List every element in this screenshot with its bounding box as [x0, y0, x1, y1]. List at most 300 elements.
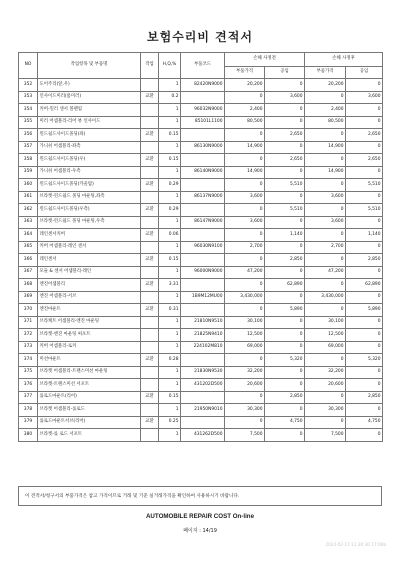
cell-no: 369	[19, 291, 38, 304]
cell-work: 교환	[141, 391, 159, 404]
cell-before-part-price: 30,100	[225, 316, 265, 329]
cell-hq: 0.15	[159, 129, 181, 142]
cell-before-part-price: 0	[225, 154, 265, 167]
footer-title: AUTOMOBILE REPAIR COST On-line	[145, 513, 255, 520]
cell-before-labor: 0	[265, 216, 305, 229]
cell-item: 모듈 & 센서 어셈블리-레인	[38, 266, 141, 279]
table-row	[19, 341, 383, 354]
cell-after-part-price: 0	[305, 354, 346, 367]
cell-before-labor: 5,510	[265, 204, 305, 217]
cell-hq: 0.25	[159, 416, 181, 429]
cell-hq: 0.15	[159, 391, 181, 404]
header-item: 작업항목 및 부품명	[38, 53, 141, 79]
cell-no: 358	[19, 154, 38, 167]
cell-after-labor: 0	[346, 216, 383, 229]
cell-code	[181, 304, 225, 317]
cell-before-part-price: 3,600	[225, 216, 265, 229]
cell-work	[141, 141, 159, 154]
cell-after-part-price: 2,400	[305, 104, 346, 117]
cell-before-labor: 5,320	[265, 354, 305, 367]
cell-item: 브라켓 어셈블리-롤로드	[38, 404, 141, 417]
price-notice: 이 견적서/청구서의 부품가격은 참고 가격이므로 거래 및 기준 실거래가격을 확인하여 사용하시기 바랍니다.	[18, 486, 382, 506]
cell-after-labor: 62,890	[346, 279, 383, 292]
cell-before-part-price: 0	[225, 91, 265, 104]
table-row	[19, 429, 383, 442]
cell-item: 브라켓-롤 로드 서포트	[38, 429, 141, 442]
header-after-group: 손해 사정후	[305, 53, 383, 67]
cell-hq: 1	[159, 166, 181, 179]
cell-item: 커버-밀러 센서 볼펜립	[38, 104, 141, 117]
cell-after-labor: 0	[346, 266, 383, 279]
cell-after-labor: 5,890	[346, 304, 383, 317]
cell-after-part-price: 0	[305, 229, 346, 242]
cell-after-part-price: 3,600	[305, 216, 346, 229]
cell-after-labor: 0	[346, 104, 383, 117]
cell-work	[141, 291, 159, 304]
cell-before-labor: 2,650	[265, 154, 305, 167]
cell-code: 96000N9000	[181, 266, 225, 279]
cell-after-labor: 0	[346, 329, 383, 342]
cell-hq: 1	[159, 79, 181, 92]
cell-hq: 1	[159, 266, 181, 279]
cell-before-labor: 0	[265, 141, 305, 154]
cell-hq: 1	[159, 329, 181, 342]
cell-before-labor: 0	[265, 166, 305, 179]
cell-item: 가니쉬 어셈블리-좌측	[38, 141, 141, 154]
cell-work	[141, 216, 159, 229]
cell-before-labor: 0	[265, 241, 305, 254]
cell-item: 브라켓-트랜스미션 서포트	[38, 379, 141, 392]
table-row	[19, 204, 383, 217]
header-code: 부품코드	[181, 53, 225, 79]
cell-item: 인사이드미러(룸미러)	[38, 91, 141, 104]
table-row	[19, 154, 383, 167]
cell-after-labor: 0	[346, 166, 383, 179]
cell-work: 교환	[141, 354, 159, 367]
cell-before-labor: 0	[265, 329, 305, 342]
header-after-part-price: 부품가격	[305, 67, 346, 79]
cell-item: 레인센서커버	[38, 229, 141, 242]
cell-code: 86130N9000	[181, 141, 225, 154]
header-no: NO	[19, 53, 38, 79]
cell-before-labor: 0	[265, 379, 305, 392]
cell-before-part-price: 0	[225, 179, 265, 192]
cell-hq: 0.06	[159, 229, 181, 242]
cell-before-part-price: 0	[225, 129, 265, 142]
cell-item: 윈드쉴드사이드몰딩(우)	[38, 154, 141, 167]
cell-item: 엔진마운트	[38, 304, 141, 317]
cell-before-part-price: 0	[225, 416, 265, 429]
cell-no: 352	[19, 79, 38, 92]
cell-after-labor: 2,650	[346, 129, 383, 142]
cell-after-part-price: 0	[305, 154, 346, 167]
cell-no: 359	[19, 166, 38, 179]
cell-before-part-price: 69,000	[225, 341, 265, 354]
cell-code: 21825N9410	[181, 329, 225, 342]
print-timestamp-watermark: 2024-02-17 11:30:30 17:00b	[325, 542, 386, 547]
cell-before-labor: 0	[265, 366, 305, 379]
cell-work: 교환	[141, 229, 159, 242]
cell-work: 교환	[141, 91, 159, 104]
cell-hq: 1	[159, 379, 181, 392]
cell-before-labor: 0	[265, 429, 305, 442]
cell-hq: 1	[159, 104, 181, 117]
cell-work: 교환	[141, 416, 159, 429]
cell-after-labor: 2,850	[346, 391, 383, 404]
cell-after-labor: 4,750	[346, 416, 383, 429]
cell-before-labor: 2,850	[265, 391, 305, 404]
cell-after-part-price: 0	[305, 179, 346, 192]
cell-hq: 0.28	[159, 354, 181, 367]
cell-after-part-price: 0	[305, 204, 346, 217]
cell-after-labor: 0	[346, 366, 383, 379]
cell-work	[141, 341, 159, 354]
cell-after-labor: 0	[346, 429, 383, 442]
table-row	[19, 379, 383, 392]
page-title: 보험수리비 견적서	[147, 30, 253, 44]
cell-work: 교환	[141, 154, 159, 167]
cell-after-labor: 0	[346, 379, 383, 392]
cell-item: 레인센서	[38, 254, 141, 267]
cell-before-part-price: 20,600	[225, 379, 265, 392]
cell-hq: 0.29	[159, 179, 181, 192]
cell-code: 86140N9000	[181, 166, 225, 179]
cell-work	[141, 329, 159, 342]
cell-after-part-price: 30,100	[305, 316, 346, 329]
cell-no: 371	[19, 316, 38, 329]
cell-no: 367	[19, 266, 38, 279]
cell-code: 21950N9010	[181, 404, 225, 417]
cell-after-part-price: 32,200	[305, 366, 346, 379]
table-row	[19, 241, 383, 254]
cell-work: 교환	[141, 129, 159, 142]
cell-item: 브라케트 어셈블리-엔진 마운팅	[38, 316, 141, 329]
cell-item: 도어주리(앞,우)	[38, 79, 141, 92]
cell-before-labor: 0	[265, 266, 305, 279]
cell-before-part-price: 0	[225, 279, 265, 292]
cell-after-part-price: 30,300	[305, 404, 346, 417]
cell-hq: 1	[159, 216, 181, 229]
table-row	[19, 391, 383, 404]
cell-code	[181, 91, 225, 104]
cell-before-labor: 0	[265, 316, 305, 329]
cell-after-part-price: 14,900	[305, 166, 346, 179]
cell-work: 교환	[141, 204, 159, 217]
cell-before-part-price: 3,600	[225, 191, 265, 204]
cell-item: 브라켓-윈드쉴드 몰딩 마운팅,좌측	[38, 191, 141, 204]
cell-code: 1B9M12MU00	[181, 291, 225, 304]
table-row	[19, 104, 383, 117]
table-row	[19, 191, 383, 204]
cell-no: 370	[19, 304, 38, 317]
cell-hq: 1	[159, 116, 181, 129]
cell-work	[141, 316, 159, 329]
cell-code	[181, 391, 225, 404]
cell-no: 372	[19, 329, 38, 342]
cell-after-labor: 1,140	[346, 229, 383, 242]
cell-code	[181, 416, 225, 429]
cell-code	[181, 204, 225, 217]
cell-item: 엔진어셈블리	[38, 279, 141, 292]
cell-no: 353	[19, 91, 38, 104]
cell-before-labor: 2,650	[265, 129, 305, 142]
header-before-part-price: 부품가격	[225, 67, 265, 79]
cell-before-labor: 0	[265, 116, 305, 129]
cell-after-labor: 0	[346, 191, 383, 204]
cell-after-labor: 5,510	[346, 204, 383, 217]
cell-code: 224102M810	[181, 341, 225, 354]
cell-work	[141, 116, 159, 129]
cell-hq: 0.2	[159, 91, 181, 104]
table-row	[19, 279, 383, 292]
table-row	[19, 329, 383, 342]
cell-item: 브라켓-윈드쉴드 몰딩 마운팅,우측	[38, 216, 141, 229]
cell-work	[141, 404, 159, 417]
cell-before-labor: 1,140	[265, 229, 305, 242]
header-hq: H,Q,%	[159, 53, 181, 79]
cell-after-part-price: 47,200	[305, 266, 346, 279]
cell-work: 교환	[141, 279, 159, 292]
table-row	[19, 266, 383, 279]
cell-no: 375	[19, 366, 38, 379]
table-row	[19, 79, 383, 92]
cell-before-part-price: 0	[225, 304, 265, 317]
cell-work	[141, 79, 159, 92]
cell-work	[141, 366, 159, 379]
header-work: 작업	[141, 53, 159, 79]
cell-before-part-price: 0	[225, 354, 265, 367]
cell-after-part-price: 12,500	[305, 329, 346, 342]
table-row	[19, 254, 383, 267]
cell-code: 431202D500	[181, 379, 225, 392]
cell-after-labor: 0	[346, 141, 383, 154]
cell-code	[181, 179, 225, 192]
cell-no: 366	[19, 254, 38, 267]
cell-work	[141, 191, 159, 204]
cell-hq: 1	[159, 404, 181, 417]
cell-work	[141, 166, 159, 179]
cell-work	[141, 266, 159, 279]
table-row	[19, 291, 383, 304]
cell-before-part-price: 14,900	[225, 141, 265, 154]
cell-no: 361	[19, 191, 38, 204]
cell-no: 377	[19, 391, 38, 404]
cell-before-part-price: 80,500	[225, 116, 265, 129]
cell-after-part-price: 0	[305, 304, 346, 317]
cell-after-part-price: 69,000	[305, 341, 346, 354]
cell-hq: 0.15	[159, 254, 181, 267]
cell-before-labor: 4,750	[265, 416, 305, 429]
cell-after-part-price: 0	[305, 91, 346, 104]
cell-code	[181, 129, 225, 142]
cell-item: 가니쉬 어셈블리-우측	[38, 166, 141, 179]
cell-before-part-price: 3,430,000	[225, 291, 265, 304]
cell-code	[181, 279, 225, 292]
cell-before-part-price: 2,700	[225, 241, 265, 254]
cell-after-part-price: 0	[305, 416, 346, 429]
estimate-table	[18, 52, 383, 442]
cell-after-part-price: 0	[305, 254, 346, 267]
cell-item: 롤로드마운트(리어)	[38, 391, 141, 404]
cell-item: 윈드쉴드사이드몰딩(우측)	[38, 204, 141, 217]
cell-before-labor: 0	[265, 404, 305, 417]
table-row	[19, 366, 383, 379]
cell-no: 356	[19, 129, 38, 142]
cell-code	[181, 354, 225, 367]
cell-no: 357	[19, 141, 38, 154]
cell-item: 미션마운트	[38, 354, 141, 367]
cell-after-part-price: 20,200	[305, 79, 346, 92]
cell-work	[141, 104, 159, 117]
cell-no: 373	[19, 341, 38, 354]
cell-hq: 3.31	[159, 279, 181, 292]
cell-before-part-price: 12,500	[225, 329, 265, 342]
cell-after-labor: 3,600	[346, 91, 383, 104]
table-row	[19, 404, 383, 417]
cell-item: 윈드쉴드사이드몰딩(좌)	[38, 129, 141, 142]
cell-no: 363	[19, 216, 38, 229]
cell-work: 교환	[141, 179, 159, 192]
cell-item: 롤로드마운트서브(리어)	[38, 416, 141, 429]
cell-before-labor: 0	[265, 79, 305, 92]
cell-after-part-price: 80,500	[305, 116, 346, 129]
cell-after-labor: 0	[346, 404, 383, 417]
cell-after-part-price: 0	[305, 129, 346, 142]
cell-after-part-price: 20,600	[305, 379, 346, 392]
cell-no: 368	[19, 279, 38, 292]
cell-hq: 1	[159, 341, 181, 354]
cell-hq: 1	[159, 141, 181, 154]
cell-no: 354	[19, 104, 38, 117]
cell-before-part-price: 0	[225, 391, 265, 404]
table-row	[19, 354, 383, 367]
cell-no: 376	[19, 379, 38, 392]
cell-after-labor: 0	[346, 291, 383, 304]
cell-work: 교환	[141, 254, 159, 267]
cell-after-labor: 0	[346, 79, 383, 92]
cell-after-labor: 0	[346, 241, 383, 254]
cell-item: 커버 어셈블리-레인 센서	[38, 241, 141, 254]
header-after-labor: 공임	[346, 67, 383, 79]
cell-hq: 1	[159, 366, 181, 379]
cell-code	[181, 229, 225, 242]
cell-after-labor: 5,510	[346, 179, 383, 192]
cell-after-labor: 2,650	[346, 154, 383, 167]
cell-after-labor: 0	[346, 341, 383, 354]
cell-hq: 1	[159, 429, 181, 442]
table-row	[19, 229, 383, 242]
cell-before-labor: 3,600	[265, 91, 305, 104]
cell-before-labor: 5,890	[265, 304, 305, 317]
cell-work	[141, 241, 159, 254]
cell-before-labor: 62,890	[265, 279, 305, 292]
table-row	[19, 316, 383, 329]
cell-before-labor: 0	[265, 104, 305, 117]
cell-before-labor: 5,510	[265, 179, 305, 192]
cell-before-part-price: 0	[225, 254, 265, 267]
cell-after-part-price: 0	[305, 279, 346, 292]
cell-no: 364	[19, 229, 38, 242]
cell-after-labor: 0	[346, 316, 383, 329]
table-row	[19, 141, 383, 154]
table-row	[19, 116, 383, 129]
cell-hq: 0.15	[159, 154, 181, 167]
cell-before-part-price: 0	[225, 229, 265, 242]
cell-after-part-price: 7,500	[305, 429, 346, 442]
cell-before-part-price: 30,300	[225, 404, 265, 417]
header-before-labor: 공임	[265, 67, 305, 79]
cell-item: 엔진 어셈블리-서브	[38, 291, 141, 304]
cell-code	[181, 254, 225, 267]
cell-code	[181, 154, 225, 167]
cell-hq: 1	[159, 291, 181, 304]
cell-no: 374	[19, 354, 38, 367]
table-row	[19, 166, 383, 179]
cell-code: 21830N9530	[181, 366, 225, 379]
cell-no: 355	[19, 116, 38, 129]
cell-work	[141, 429, 159, 442]
cell-work	[141, 379, 159, 392]
cell-no: 360	[19, 179, 38, 192]
cell-code: 86137N9000	[181, 191, 225, 204]
cell-before-part-price: 20,200	[225, 79, 265, 92]
cell-hq: 0.29	[159, 204, 181, 217]
cell-item: 윈드쉴드사이드몰딩(카울탑)	[38, 179, 141, 192]
cell-no: 380	[19, 429, 38, 442]
cell-no: 365	[19, 241, 38, 254]
cell-before-labor: 0	[265, 341, 305, 354]
cell-hq: 1	[159, 241, 181, 254]
cell-hq: 0.31	[159, 304, 181, 317]
cell-after-labor: 5,320	[346, 354, 383, 367]
cell-before-part-price: 47,200	[225, 266, 265, 279]
cell-item: 브라켓-엔진 마운팅 써포트	[38, 329, 141, 342]
page-number: 페이지 : 14/19	[183, 528, 217, 534]
cell-work: 교환	[141, 304, 159, 317]
cell-before-labor: 0	[265, 291, 305, 304]
cell-before-part-price: 0	[225, 204, 265, 217]
cell-code: 86147N9000	[181, 216, 225, 229]
cell-before-labor: 0	[265, 191, 305, 204]
cell-after-part-price: 2,700	[305, 241, 346, 254]
cell-no: 379	[19, 416, 38, 429]
cell-code: 96032N9000	[181, 104, 225, 117]
cell-after-part-price: 3,430,000	[305, 291, 346, 304]
cell-code: 85101L1100	[181, 116, 225, 129]
cell-before-part-price: 32,200	[225, 366, 265, 379]
cell-after-labor: 2,850	[346, 254, 383, 267]
cell-code: 82420N9000	[181, 79, 225, 92]
table-row	[19, 216, 383, 229]
cell-hq: 1	[159, 191, 181, 204]
cell-hq: 1	[159, 316, 181, 329]
table-row	[19, 129, 383, 142]
cell-code: 21810N9510	[181, 316, 225, 329]
cell-item: 미러 어셈블리-리어 뷰 인사이드	[38, 116, 141, 129]
table-row	[19, 91, 383, 104]
cell-after-labor: 0	[346, 116, 383, 129]
header-before-group: 손해 사정전	[225, 53, 305, 67]
cell-after-part-price: 14,900	[305, 141, 346, 154]
cell-before-labor: 2,850	[265, 254, 305, 267]
cell-after-part-price: 0	[305, 391, 346, 404]
table-row	[19, 304, 383, 317]
cell-no: 362	[19, 204, 38, 217]
cell-before-part-price: 2,400	[225, 104, 265, 117]
cell-no: 378	[19, 404, 38, 417]
cell-item: 브라켓 어셈블리-트랜스미션 마운팅	[38, 366, 141, 379]
cell-code: 431262D500	[181, 429, 225, 442]
